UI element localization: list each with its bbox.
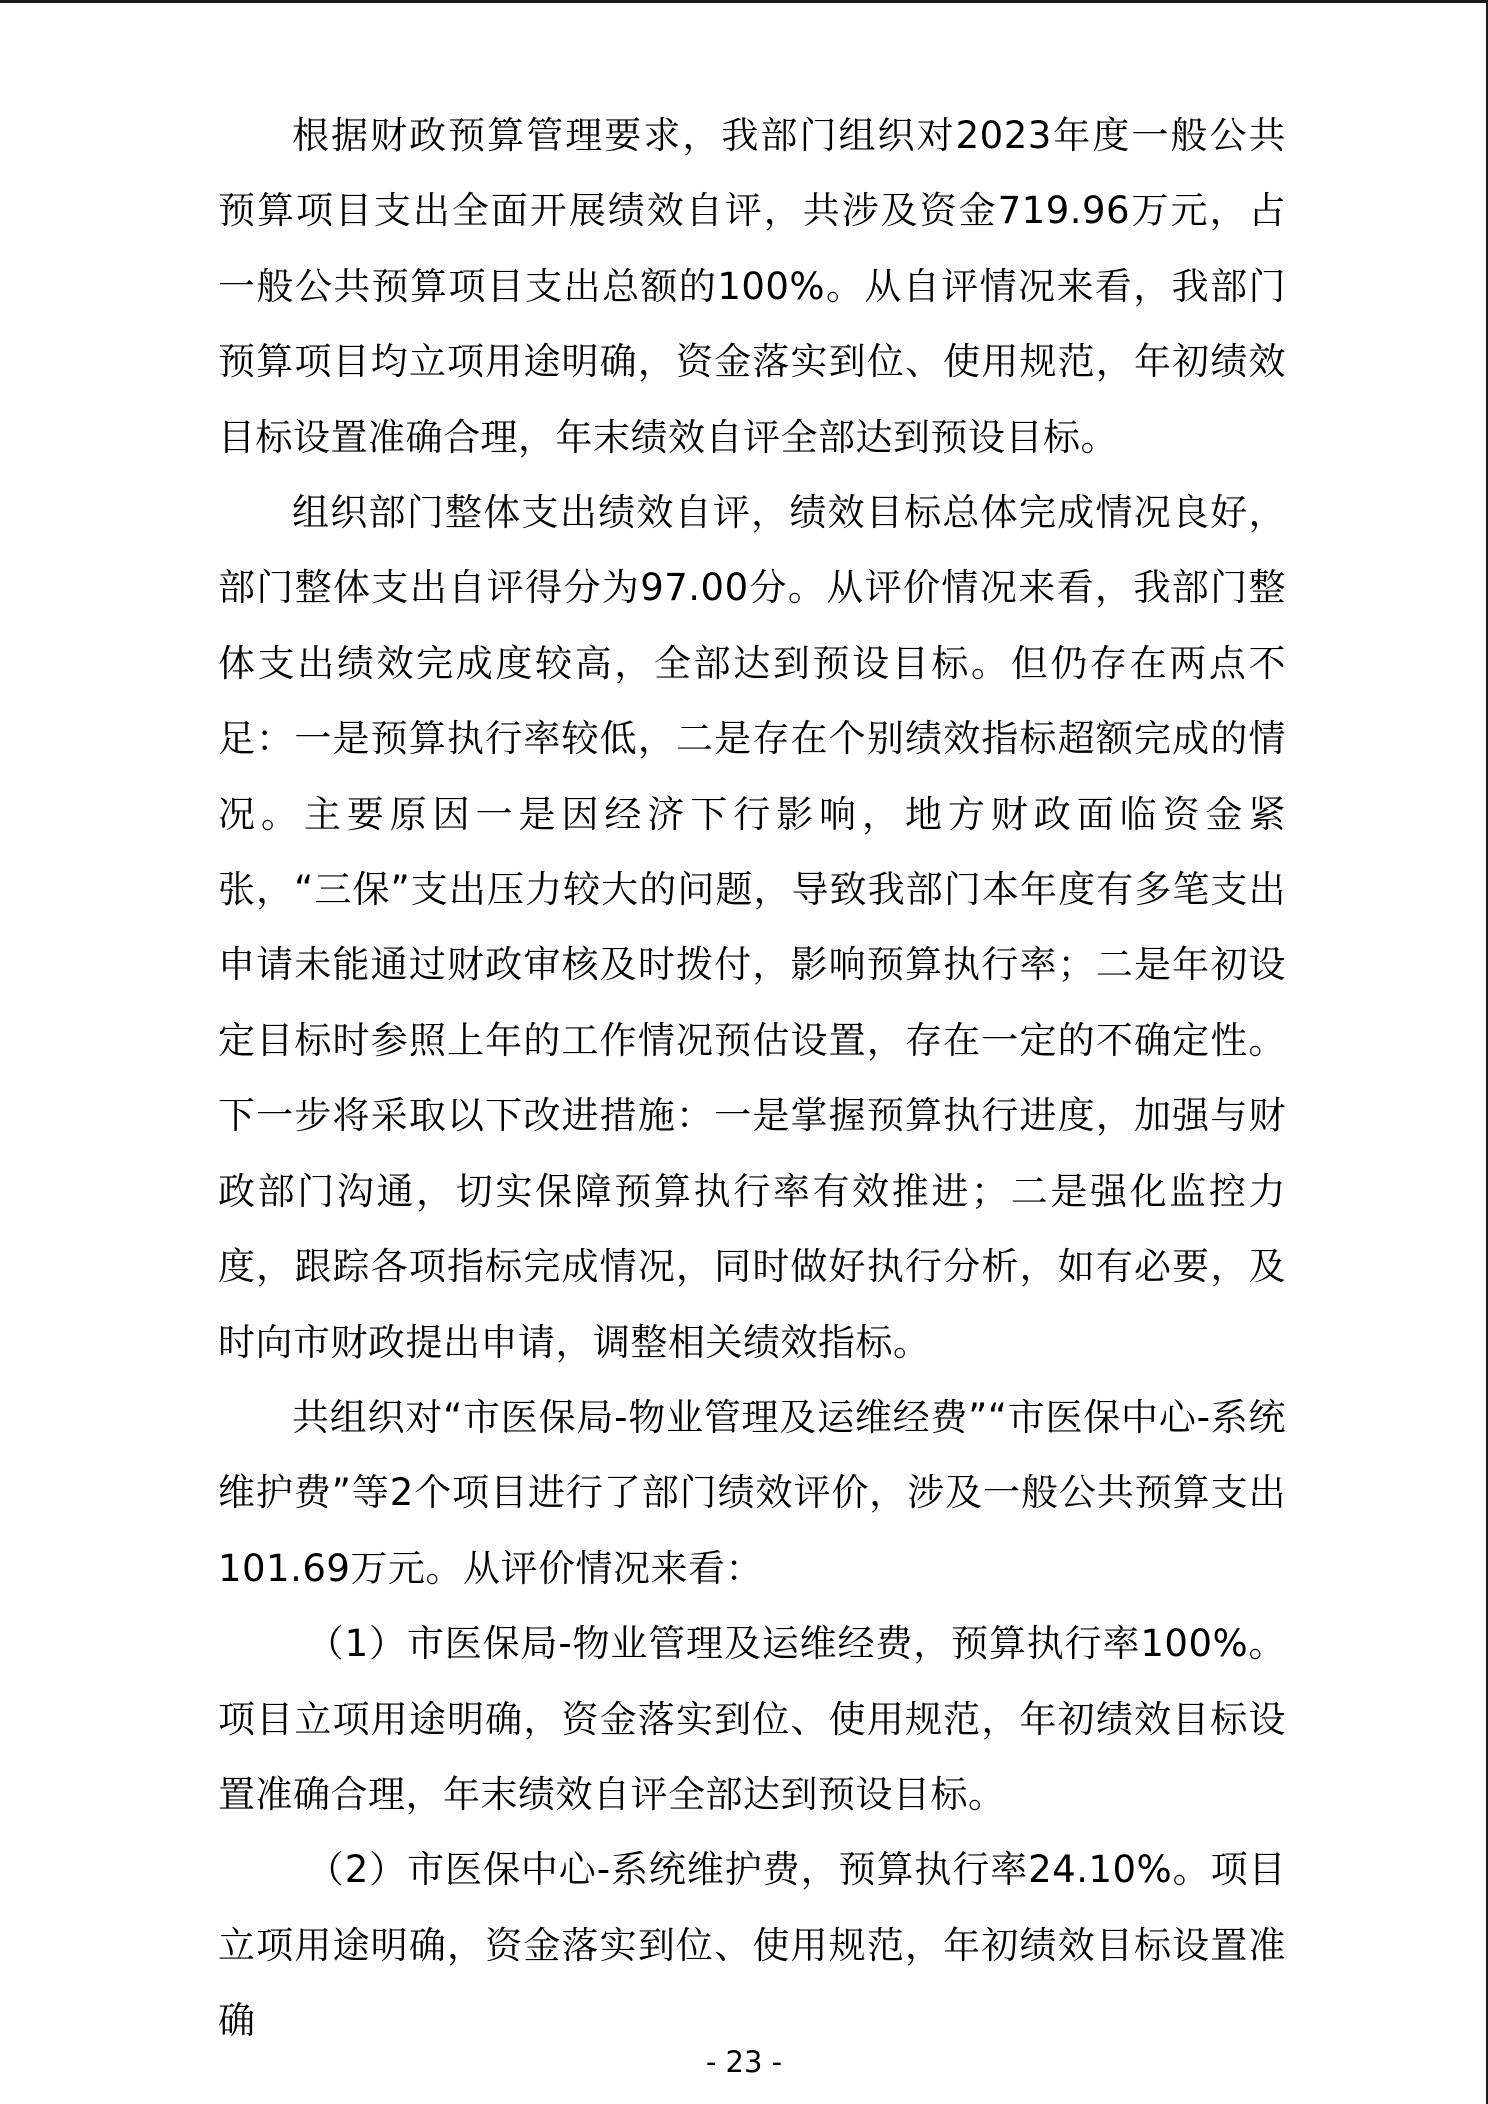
paragraph-project-item-2: （2）市医保中心-系统维护费，预算执行率24.10%。项目立项用途明确，资金落实到位、使用规范，年初绩效目标设置准确	[218, 1848, 1286, 2043]
page-top-border	[0, 0, 1488, 3]
paragraph-self-evaluation-overview: 根据财政预算管理要求，我部门组织对2023年度一般公共预算项目支出全面开展绩效自评，共涉及资金719.96万元，占一般公共预算项目支出总额的100%。从自评情况来看，我部门预算项目均立项用途明确，资金落实到位、使用规范，年初绩效目标设置准确合理，年末绩效自评全部达到预设目标。	[218, 114, 1286, 459]
document-body	[218, 98, 1286, 2059]
paragraph-project-evaluation-intro: 共组织对“市医保局-物业管理及运维经费”“市医保中心-系统维护费”等2个项目进行了部门绩效评价，涉及一般公共预算支出101.69万元。从评价情况来看：	[218, 1395, 1286, 1590]
paragraph-project-item-1: （1）市医保局-物业管理及运维经费，预算执行率100%。项目立项用途明确，资金落实到位、使用规范，年初绩效目标设置准确合理，年末绩效自评全部达到预设目标。	[218, 1622, 1286, 1816]
page-number: - 23 -	[705, 2045, 783, 2079]
paragraph-overall-expenditure-evaluation: 组织部门整体支出绩效自评，绩效目标总体完成情况良好，部门整体支出自评得分为97.00分。从评价情况来看，我部门整体支出绩效完成度较高，全部达到预设目标。但仍存在两点不足：一是预算执行率较低，二是存在个别绩效指标超额完成的情况。主要原因一是因经济下行影响，地方财政面临资金紧张，“三保”支出压力较大的问题，导致我部门本年度有多笔支出申请未能通过财政审核及时拨付，影响预算执行率；二是年初设定目标时参照上年的工作情况预估设置，存在一定的不确定性。下一步将采取以下改进措施：一是掌握预算执行进度，加强与财政部门沟通，切实保障预算执行率有效推进；二是强化监控力度，跟踪各项指标完成情况，同时做好执行分析，如有必要，及时向市财政提出申请，调整相关绩效指标。	[218, 491, 1286, 1364]
